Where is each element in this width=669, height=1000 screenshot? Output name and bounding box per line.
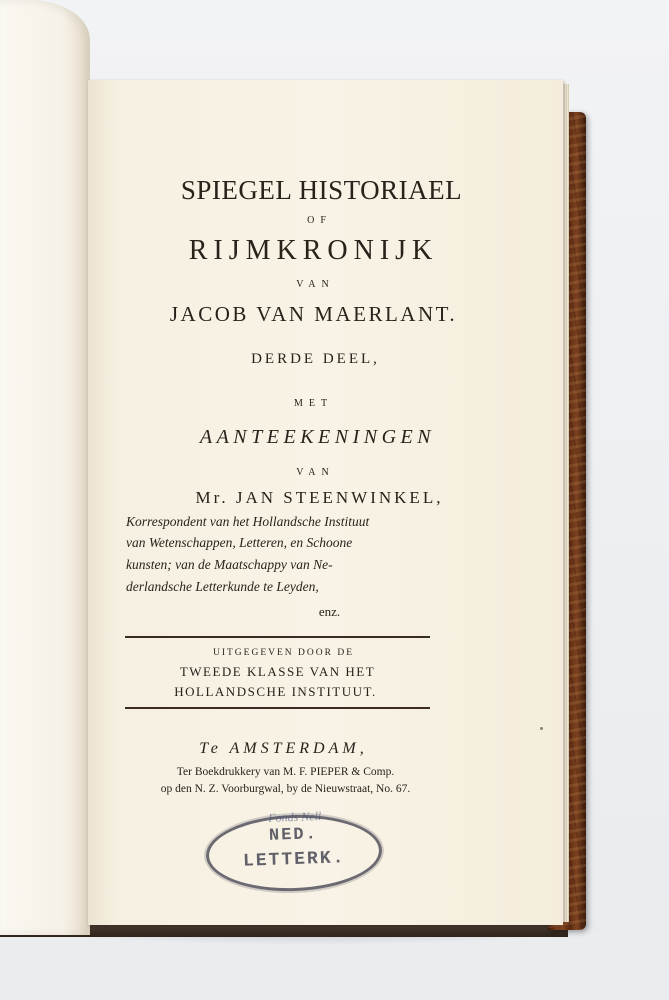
library-stamp bbox=[205, 809, 384, 894]
page-block-edge bbox=[563, 84, 569, 922]
stamp-line-1: NED. bbox=[268, 825, 319, 846]
etc-word: enz. bbox=[318, 604, 341, 619]
publisher-line-2: HOLLANDSCHE INSTITUUT. bbox=[174, 684, 377, 699]
title-line-2: RIJMKRONIJK bbox=[188, 235, 439, 266]
credential-line: van Wetenschappen, Letteren, en Schoone bbox=[126, 535, 353, 550]
stamp-handwriting: Fonds Nell bbox=[268, 809, 322, 825]
by-word-2: VAN bbox=[296, 467, 335, 478]
stamp-line-2: LETTERK. bbox=[242, 848, 346, 872]
annotator-name: Mr. JAN STEENWINKEL, bbox=[195, 488, 444, 507]
divider-rule-bottom bbox=[125, 707, 430, 709]
divider-rule-top bbox=[125, 636, 430, 638]
title-line-1: SPIEGEL HISTORIAEL bbox=[180, 175, 463, 205]
by-word: VAN bbox=[296, 279, 335, 290]
notes-word: AANTEEKENINGEN bbox=[199, 426, 436, 448]
published-by: UITGEGEVEN DOOR DE bbox=[212, 648, 354, 658]
credential-line: Korrespondent van het Hollandsche Instituut bbox=[126, 514, 370, 529]
author-name: JACOB VAN MAERLANT. bbox=[169, 302, 458, 326]
or-word: OF bbox=[307, 215, 332, 226]
credential-line: kunsten; van de Maatschappy van Ne- bbox=[126, 557, 333, 572]
publisher-line-1: TWEEDE KLASSE VAN HET bbox=[179, 664, 376, 679]
credential-line: derlandsche Letterkunde te Leyden, bbox=[126, 579, 319, 594]
volume-label: DERDE DEEL, bbox=[251, 351, 380, 367]
imprint-printer: Ter Boekdrukkery van M. F. PIEPER & Comp. bbox=[176, 766, 395, 778]
with-word: MET bbox=[293, 398, 334, 409]
paper-speck bbox=[540, 727, 543, 730]
imprint-address: op den N. Z. Voorburgwal, by de Nieuwstraat, No. 67. bbox=[160, 783, 411, 795]
imprint-city: Te AMSTERDAM, bbox=[199, 740, 368, 757]
title-page bbox=[88, 80, 563, 925]
